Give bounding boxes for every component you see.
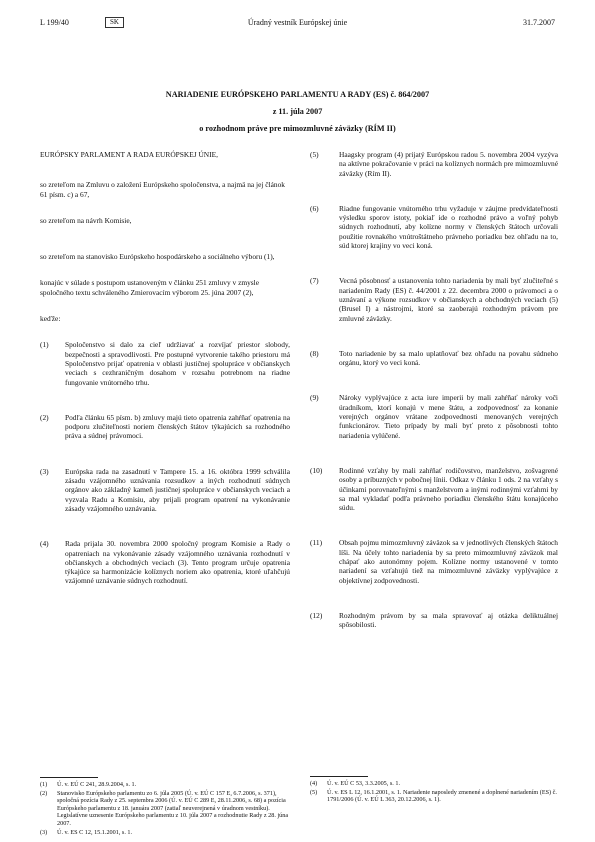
footnotes-left (40, 777, 290, 837)
title-line-3: o rozhodnom práve pre mimozmluvné záväzky (RÍM II) (199, 124, 396, 133)
publication-date: 31.7.2007 (523, 18, 555, 27)
footnote-number: (4) (310, 780, 318, 787)
citation-committee: so zreteľom na stanovisko Európskeho hospodárskeho a sociálneho výboru (1), (40, 252, 275, 262)
title-line-2: z 11. júla 2007 (272, 107, 323, 116)
footnotes-right (310, 776, 558, 805)
recital-number: (5) (310, 150, 319, 159)
recital-number: (3) (40, 466, 49, 476)
footnote-number: (3) (40, 828, 48, 836)
recital-text: Haagsky program (4) prijatý Európskou radou 5. novembra 2004 vyzýva na aktívne pokračovanie v práci na kolíznych normách pre mimozmluvné záväzky (Rím II). (339, 150, 558, 178)
recital (40, 539, 290, 585)
footnote (310, 789, 558, 804)
recital-number: (9) (310, 393, 319, 403)
recital (310, 204, 558, 250)
language-badge: SK (105, 17, 124, 28)
recital-number: (6) (310, 203, 319, 213)
left-column (40, 150, 290, 586)
recital-number: (11) (310, 538, 323, 548)
footnote-divider (40, 777, 98, 778)
recital-number: (2) (40, 412, 49, 422)
recital-text: Podľa článku 65 písm. b) zmluvy majú tieto opatrenia zahŕňať opatrenia na podporu zlučiteľnosti noriem členských štátov týkajúcich sa rozhodného práva a súdnej právomoci. (65, 412, 290, 441)
footnote (310, 780, 558, 788)
footnote-text: Stanovisko Európskeho parlamentu zo 6. júla 2005 (Ú. v. EÚ C 157 E, 6.7.2006, s. 371), spoločná pozícia Rady z 25. septembra 2006 (Ú. v. EÚ C 289 E, 28.11.2006, s. 68) a pozícia Európskeho parlamentu z 18. januára 2007 (zatiaľ neuverejnená v úradnom vestníku). Legislatívne uznesenie Európskeho parlamentu z 10. júla 2007 a rozhodnutie Rady z 28. júna 2007. (57, 789, 289, 827)
whereas: keďže: (40, 314, 61, 324)
recital (310, 393, 558, 439)
recital (310, 538, 558, 584)
footnote-number: (2) (40, 789, 48, 797)
recital (310, 611, 558, 630)
page-header (40, 18, 555, 32)
recital (310, 276, 558, 322)
recital-text: Obsah pojmu mimozmluvný záväzok sa v jednotlivých členských štátoch líši. Na účely tohto nariadenia by sa preto mimozmluvný záväzok mal chápať ako autonómny pojem. Kolízne normy ustanovené v tomto nariadení sa vzťahujú tiež na mimozmluvné záväzky vyplývajúce z objektívnej zodpovednosti. (339, 538, 558, 585)
recital-text: Toto nariadenie by sa malo uplatňovať bez ohľadu na povahu súdneho orgánu, ktorý vo veci koná. (339, 348, 558, 368)
footnote-text: Ú. v. ES C 12, 15.1.2001, s. 1. (57, 828, 133, 836)
recital-number: (10) (310, 465, 323, 475)
recital (40, 467, 290, 513)
right-column (310, 150, 558, 630)
footnote-divider (310, 776, 368, 777)
footnote-number: (5) (310, 788, 318, 796)
regulation-title (40, 86, 555, 137)
recital-number: (4) (40, 539, 49, 549)
footnote-text: Ú. v. EÚ C 241, 28.9.2004, s. 1. (57, 781, 137, 788)
recital-number: (12) (310, 610, 323, 620)
recital-text: Európska rada na zasadnutí v Tampere 15. a 16. októbra 1999 schválila zásadu vzájomného uznávania rozsudkov a iných rozhodnutí súdnych orgánov ako základný kameň justičnej spolupráce v občianskych veciach a vyzvala Radu a Komisiu, aby prijali program opatrení na vykonávanie zásady vzájomného uznávania. (65, 466, 290, 513)
footnote (40, 781, 290, 789)
recital-number: (8) (310, 348, 319, 358)
recital (310, 150, 558, 178)
recital-text: Riadne fungovanie vnútorného trhu vyžaduje v záujme predvídateľnosti výsledku sporov istoty, pokiaľ ide o rozhodné právo a voľný pohyb súdnych rozhodnutí, aby kolízne normy v členských štátoch určovali použitie rovnakého vnútroštátneho právneho poriadku bez ohľadu na to, súd ktorej krajiny vo veci koná. (339, 203, 558, 251)
intro-text: EURÓPSKY PARLAMENT A RADA EURÓPSKEJ ÚNIE, (40, 150, 218, 159)
footnote (40, 829, 290, 837)
recital (310, 349, 558, 368)
recital-text: Vecná pôsobnosť a ustanovenia tohto nariadenia by mali byť zlučiteľné s nariadením Rady (ES) č. 44/2001 z 22. decembra 2000 o právomoci a o uznávaní a výkone rozsudkov v občianskych a obchodných veciach (5) (Brusel I) a nástrojmi, ktoré sa zaoberajú rozhodným právom pre zmluvné záväzky. (339, 276, 558, 323)
page-reference: L 199/40 (40, 18, 69, 27)
citation-commission: so zreteľom na návrh Komisie, (40, 215, 132, 225)
recital-number: (7) (310, 276, 319, 286)
recital (310, 466, 558, 512)
recital (40, 413, 290, 441)
recital-text: Rozhodným právom by sa mala spravovať aj otázka deliktuálnej spôsobilosti. (339, 610, 558, 630)
footnote (40, 790, 290, 828)
recital-text: Rada prijala 30. novembra 2000 spoločný program Komisie a Rady o opatreniach na vykonávanie zásady vzájomného uznávania rozhodnutí v občianskych a obchodných veciach (3). Tento program určuje opatrenia týkajúce sa harmonizácie kolíznych noriem ako opatrenia, ktoré uľahčujú vzájomné uznávanie súdnych rozhodnutí. (65, 539, 290, 586)
recital-text: Nároky vyplývajúce z acta iure imperii by mali zahŕňať nároky voči úradníkom, ktorí konajú v mene štátu, a zodpovednosť za konanie verejných orgánov vrátane zodpovednosti menovaných verejných funkcionárov. Tieto prípady by mali byť preto z pôsobnosti tohto nariadenia vylúčené. (339, 393, 558, 440)
footnote-text: Ú. v. EÚ C 53, 3.3.2005, s. 1. (327, 780, 400, 787)
recital-text: Rodinné vzťahy by mali zahŕňať rodičovstvo, manželstvo, zošvagrené osoby a príbuzných v pobočnej línii. Odkaz v článku 1 ods. 2 na vzťahy s účinkami porovnateľnými s manželstvom a inými rodinnými vzťahmi by sa mal vykladať podľa právneho poriadku členského štátu konajúceho súdu. (339, 465, 558, 513)
citation-treaty: so zreteľom na Zmluvu o založení Európskeho spoločenstva, a najmä na jej článok 61 písm. c) a 67, (40, 180, 285, 199)
footnote-text: Ú. v. ES L 12, 16.1.2001, s. 1. Nariadenie naposledy zmenené a doplnené nariadením (ES) č. 1791/2006 (Ú. v. EÚ L 363, 20.12.2006, s. 1). (327, 788, 557, 804)
journal-name: Úradný vestník Európskej únie (247, 18, 348, 27)
footnote-number: (1) (40, 781, 48, 788)
citation-procedure: konajúc v súlade s postupom ustanoveným v článku 251 zmluvy v zmysle spoločného textu schváleného Zmierovacím výborom 25. júna 2007 (2), (40, 278, 260, 297)
title-line-1: NARIADENIE EURÓPSKEHO PARLAMENTU A RADY (ES) č. 864/2007 (165, 90, 430, 99)
recital-text: Spoločenstvo si dalo za cieľ udržiavať a rozvíjať priestor slobody, bezpečnosti a spravodlivosti. Pre postupné vytvorenie takého priestoru má Spoločenstvo prijať opatrenia v oblasti justičnej spolupráce v občianskych veciach s cezhraničným dosahom v rozsahu potrebnom na riadne fungovanie vnútorného trhu. (65, 340, 290, 387)
recital-number: (1) (40, 340, 49, 350)
recital (40, 340, 290, 386)
